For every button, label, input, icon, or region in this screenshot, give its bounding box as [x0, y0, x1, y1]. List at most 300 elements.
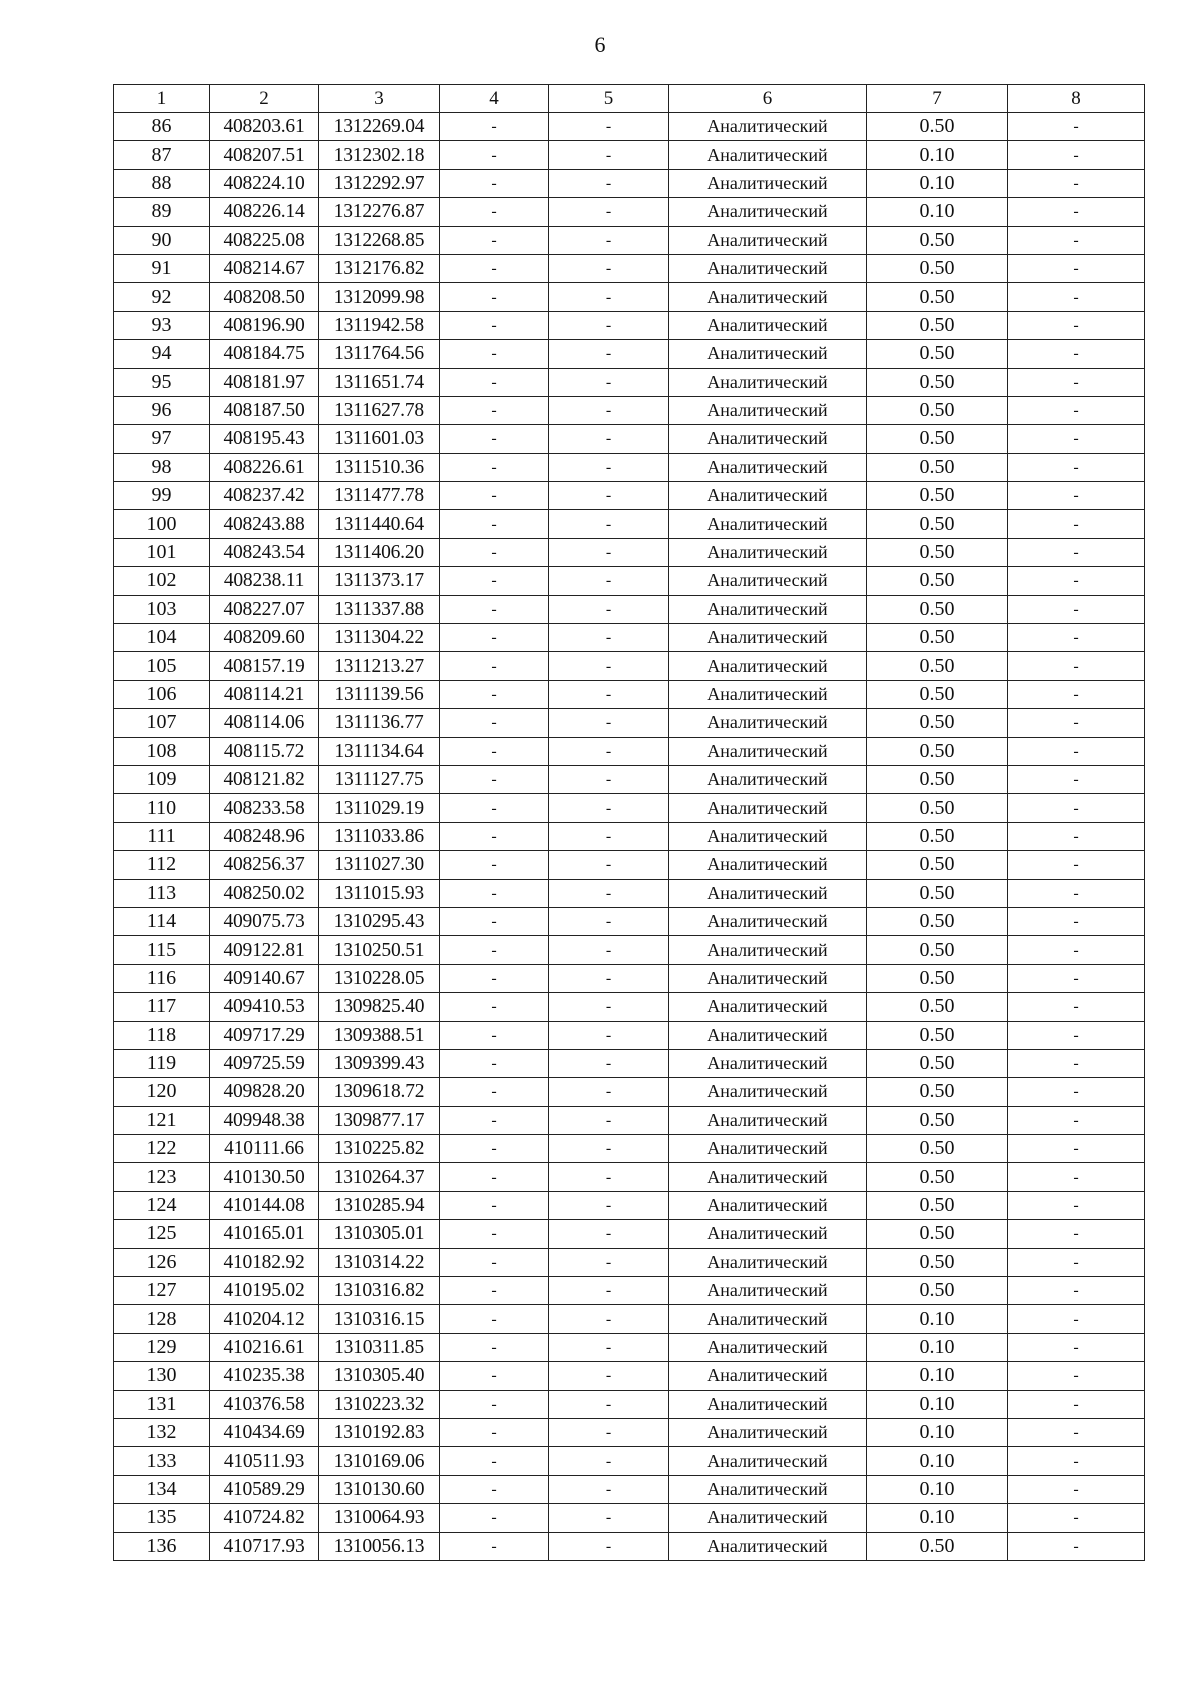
method-cell: Аналитический: [669, 567, 867, 595]
accuracy-cell: 0.50: [867, 652, 1008, 680]
y-coordinate-cell: 1309399.43: [319, 1049, 440, 1077]
column-8-cell: -: [1008, 453, 1145, 481]
method-cell: Аналитический: [669, 993, 867, 1021]
column-5-cell: -: [549, 538, 669, 566]
column-8-cell: -: [1008, 1504, 1145, 1532]
x-coordinate-cell: 408243.88: [210, 510, 319, 538]
x-coordinate-cell: 409725.59: [210, 1049, 319, 1077]
column-8-cell: -: [1008, 595, 1145, 623]
point-number-cell: 111: [114, 822, 210, 850]
table-row: [114, 226, 1145, 254]
point-number-cell: 95: [114, 368, 210, 396]
y-coordinate-cell: 1310225.82: [319, 1135, 440, 1163]
column-5-cell: -: [549, 737, 669, 765]
point-number-cell: 107: [114, 709, 210, 737]
x-coordinate-cell: 408114.21: [210, 680, 319, 708]
accuracy-cell: 0.50: [867, 1532, 1008, 1560]
table-row: [114, 1475, 1145, 1503]
column-5-cell: -: [549, 510, 669, 538]
y-coordinate-cell: 1311029.19: [319, 794, 440, 822]
column-8-cell: -: [1008, 1447, 1145, 1475]
method-cell: Аналитический: [669, 794, 867, 822]
column-4-cell: -: [440, 283, 549, 311]
method-cell: Аналитический: [669, 1362, 867, 1390]
column-4-cell: -: [440, 538, 549, 566]
column-8-cell: -: [1008, 765, 1145, 793]
accuracy-cell: 0.50: [867, 964, 1008, 992]
column-4-cell: -: [440, 1135, 549, 1163]
accuracy-cell: 0.10: [867, 1305, 1008, 1333]
table-row: [114, 198, 1145, 226]
y-coordinate-cell: 1311134.64: [319, 737, 440, 765]
table-row: [114, 1305, 1145, 1333]
y-coordinate-cell: 1310192.83: [319, 1418, 440, 1446]
method-cell: Аналитический: [669, 709, 867, 737]
y-coordinate-cell: 1310056.13: [319, 1532, 440, 1560]
column-4-cell: -: [440, 1390, 549, 1418]
column-4-cell: -: [440, 169, 549, 197]
column-4-cell: -: [440, 680, 549, 708]
x-coordinate-cell: 408224.10: [210, 169, 319, 197]
y-coordinate-cell: 1312292.97: [319, 169, 440, 197]
table-row: [114, 169, 1145, 197]
column-4-cell: -: [440, 198, 549, 226]
accuracy-cell: 0.50: [867, 907, 1008, 935]
accuracy-cell: 0.50: [867, 1277, 1008, 1305]
y-coordinate-cell: 1310285.94: [319, 1191, 440, 1219]
x-coordinate-cell: 408209.60: [210, 624, 319, 652]
y-coordinate-cell: 1311764.56: [319, 340, 440, 368]
column-8-cell: -: [1008, 340, 1145, 368]
column-5-cell: -: [549, 1049, 669, 1077]
accuracy-cell: 0.10: [867, 141, 1008, 169]
x-coordinate-cell: 408203.61: [210, 113, 319, 141]
column-4-cell: -: [440, 1021, 549, 1049]
y-coordinate-cell: 1311136.77: [319, 709, 440, 737]
method-cell: Аналитический: [669, 226, 867, 254]
point-number-cell: 134: [114, 1475, 210, 1503]
accuracy-cell: 0.50: [867, 1191, 1008, 1219]
point-number-cell: 119: [114, 1049, 210, 1077]
accuracy-cell: 0.50: [867, 396, 1008, 424]
x-coordinate-cell: 410204.12: [210, 1305, 319, 1333]
accuracy-cell: 0.10: [867, 169, 1008, 197]
method-cell: Аналитический: [669, 1475, 867, 1503]
y-coordinate-cell: 1311406.20: [319, 538, 440, 566]
method-cell: Аналитический: [669, 453, 867, 481]
y-coordinate-cell: 1311337.88: [319, 595, 440, 623]
method-cell: Аналитический: [669, 1220, 867, 1248]
point-number-cell: 106: [114, 680, 210, 708]
column-5-cell: -: [549, 595, 669, 623]
point-number-cell: 104: [114, 624, 210, 652]
point-number-cell: 122: [114, 1135, 210, 1163]
table-row: [114, 510, 1145, 538]
table-row: [114, 1049, 1145, 1077]
x-coordinate-cell: 410724.82: [210, 1504, 319, 1532]
column-5-cell: -: [549, 1532, 669, 1560]
x-coordinate-cell: 409075.73: [210, 907, 319, 935]
column-4-cell: -: [440, 1532, 549, 1560]
column-header-6: 6: [669, 85, 867, 113]
table-row: [114, 1532, 1145, 1560]
column-4-cell: -: [440, 1362, 549, 1390]
x-coordinate-cell: 408207.51: [210, 141, 319, 169]
column-5-cell: -: [549, 226, 669, 254]
point-number-cell: 110: [114, 794, 210, 822]
accuracy-cell: 0.50: [867, 567, 1008, 595]
method-cell: Аналитический: [669, 169, 867, 197]
table-row: [114, 794, 1145, 822]
point-number-cell: 131: [114, 1390, 210, 1418]
column-8-cell: -: [1008, 1220, 1145, 1248]
column-8-cell: -: [1008, 1418, 1145, 1446]
accuracy-cell: 0.50: [867, 482, 1008, 510]
accuracy-cell: 0.50: [867, 340, 1008, 368]
x-coordinate-cell: 409828.20: [210, 1078, 319, 1106]
column-5-cell: -: [549, 1418, 669, 1446]
method-cell: Аналитический: [669, 1532, 867, 1560]
y-coordinate-cell: 1311127.75: [319, 765, 440, 793]
column-5-cell: -: [549, 141, 669, 169]
column-5-cell: -: [549, 453, 669, 481]
column-5-cell: -: [549, 794, 669, 822]
table-row: [114, 964, 1145, 992]
x-coordinate-cell: 410165.01: [210, 1220, 319, 1248]
table-row: [114, 1504, 1145, 1532]
column-4-cell: -: [440, 453, 549, 481]
accuracy-cell: 0.50: [867, 765, 1008, 793]
x-coordinate-cell: 409948.38: [210, 1106, 319, 1134]
accuracy-cell: 0.50: [867, 453, 1008, 481]
column-5-cell: -: [549, 1447, 669, 1475]
point-number-cell: 89: [114, 198, 210, 226]
method-cell: Аналитический: [669, 964, 867, 992]
point-number-cell: 87: [114, 141, 210, 169]
y-coordinate-cell: 1310064.93: [319, 1504, 440, 1532]
method-cell: Аналитический: [669, 311, 867, 339]
table-row: [114, 482, 1145, 510]
column-4-cell: -: [440, 1248, 549, 1276]
accuracy-cell: 0.50: [867, 624, 1008, 652]
x-coordinate-cell: 408233.58: [210, 794, 319, 822]
column-5-cell: -: [549, 425, 669, 453]
accuracy-cell: 0.10: [867, 1418, 1008, 1446]
column-4-cell: -: [440, 396, 549, 424]
column-8-cell: -: [1008, 822, 1145, 850]
method-cell: Аналитический: [669, 1191, 867, 1219]
table-row: [114, 113, 1145, 141]
point-number-cell: 109: [114, 765, 210, 793]
point-number-cell: 136: [114, 1532, 210, 1560]
column-header-4: 4: [440, 85, 549, 113]
column-8-cell: -: [1008, 1191, 1145, 1219]
y-coordinate-cell: 1310305.01: [319, 1220, 440, 1248]
column-8-cell: -: [1008, 709, 1145, 737]
column-8-cell: -: [1008, 226, 1145, 254]
x-coordinate-cell: 408250.02: [210, 879, 319, 907]
column-8-cell: -: [1008, 680, 1145, 708]
method-cell: Аналитический: [669, 1248, 867, 1276]
column-8-cell: -: [1008, 538, 1145, 566]
table-row: [114, 680, 1145, 708]
column-5-cell: -: [549, 680, 669, 708]
coordinates-table: [113, 84, 1145, 1561]
point-number-cell: 108: [114, 737, 210, 765]
column-8-cell: -: [1008, 283, 1145, 311]
accuracy-cell: 0.50: [867, 851, 1008, 879]
y-coordinate-cell: 1312268.85: [319, 226, 440, 254]
column-8-cell: -: [1008, 368, 1145, 396]
point-number-cell: 130: [114, 1362, 210, 1390]
y-coordinate-cell: 1312099.98: [319, 283, 440, 311]
column-4-cell: -: [440, 340, 549, 368]
accuracy-cell: 0.50: [867, 737, 1008, 765]
x-coordinate-cell: 410589.29: [210, 1475, 319, 1503]
method-cell: Аналитический: [669, 1106, 867, 1134]
column-header-1: 1: [114, 85, 210, 113]
column-4-cell: -: [440, 1504, 549, 1532]
point-number-cell: 112: [114, 851, 210, 879]
column-4-cell: -: [440, 879, 549, 907]
column-header-8: 8: [1008, 85, 1145, 113]
column-4-cell: -: [440, 822, 549, 850]
table-row: [114, 737, 1145, 765]
y-coordinate-cell: 1311510.36: [319, 453, 440, 481]
x-coordinate-cell: 410511.93: [210, 1447, 319, 1475]
method-cell: Аналитический: [669, 113, 867, 141]
y-coordinate-cell: 1309877.17: [319, 1106, 440, 1134]
point-number-cell: 94: [114, 340, 210, 368]
point-number-cell: 135: [114, 1504, 210, 1532]
method-cell: Аналитический: [669, 396, 867, 424]
column-8-cell: -: [1008, 1475, 1145, 1503]
x-coordinate-cell: 408115.72: [210, 737, 319, 765]
point-number-cell: 99: [114, 482, 210, 510]
x-coordinate-cell: 408227.07: [210, 595, 319, 623]
table-row: [114, 879, 1145, 907]
point-number-cell: 102: [114, 567, 210, 595]
column-4-cell: -: [440, 964, 549, 992]
x-coordinate-cell: 408195.43: [210, 425, 319, 453]
point-number-cell: 129: [114, 1333, 210, 1361]
point-number-cell: 120: [114, 1078, 210, 1106]
method-cell: Аналитический: [669, 1390, 867, 1418]
column-5-cell: -: [549, 993, 669, 1021]
method-cell: Аналитический: [669, 1305, 867, 1333]
table-row: [114, 141, 1145, 169]
table-row: [114, 595, 1145, 623]
column-header-3: 3: [319, 85, 440, 113]
column-5-cell: -: [549, 254, 669, 282]
accuracy-cell: 0.10: [867, 1333, 1008, 1361]
table-header-row: [114, 85, 1145, 113]
method-cell: Аналитический: [669, 1135, 867, 1163]
column-8-cell: -: [1008, 1078, 1145, 1106]
column-8-cell: -: [1008, 141, 1145, 169]
accuracy-cell: 0.50: [867, 283, 1008, 311]
accuracy-cell: 0.50: [867, 1163, 1008, 1191]
x-coordinate-cell: 410195.02: [210, 1277, 319, 1305]
table-row: [114, 1333, 1145, 1361]
point-number-cell: 128: [114, 1305, 210, 1333]
method-cell: Аналитический: [669, 141, 867, 169]
x-coordinate-cell: 408226.14: [210, 198, 319, 226]
accuracy-cell: 0.50: [867, 1106, 1008, 1134]
method-cell: Аналитический: [669, 482, 867, 510]
point-number-cell: 98: [114, 453, 210, 481]
column-5-cell: -: [549, 1305, 669, 1333]
table-row: [114, 765, 1145, 793]
column-5-cell: -: [549, 765, 669, 793]
x-coordinate-cell: 408184.75: [210, 340, 319, 368]
column-4-cell: -: [440, 482, 549, 510]
y-coordinate-cell: 1310130.60: [319, 1475, 440, 1503]
point-number-cell: 125: [114, 1220, 210, 1248]
column-4-cell: -: [440, 652, 549, 680]
table-row: [114, 1106, 1145, 1134]
column-5-cell: -: [549, 652, 669, 680]
table-row: [114, 425, 1145, 453]
x-coordinate-cell: 410130.50: [210, 1163, 319, 1191]
column-5-cell: -: [549, 169, 669, 197]
table-row: [114, 538, 1145, 566]
table-row: [114, 851, 1145, 879]
column-5-cell: -: [549, 482, 669, 510]
method-cell: Аналитический: [669, 254, 867, 282]
method-cell: Аналитический: [669, 340, 867, 368]
column-8-cell: -: [1008, 879, 1145, 907]
y-coordinate-cell: 1310311.85: [319, 1333, 440, 1361]
method-cell: Аналитический: [669, 425, 867, 453]
method-cell: Аналитический: [669, 737, 867, 765]
point-number-cell: 105: [114, 652, 210, 680]
y-coordinate-cell: 1311015.93: [319, 879, 440, 907]
column-4-cell: -: [440, 311, 549, 339]
table-row: [114, 567, 1145, 595]
point-number-cell: 124: [114, 1191, 210, 1219]
method-cell: Аналитический: [669, 368, 867, 396]
column-8-cell: -: [1008, 936, 1145, 964]
column-5-cell: -: [549, 1504, 669, 1532]
x-coordinate-cell: 410376.58: [210, 1390, 319, 1418]
column-4-cell: -: [440, 141, 549, 169]
column-8-cell: -: [1008, 311, 1145, 339]
y-coordinate-cell: 1311440.64: [319, 510, 440, 538]
accuracy-cell: 0.50: [867, 510, 1008, 538]
x-coordinate-cell: 408237.42: [210, 482, 319, 510]
x-coordinate-cell: 408225.08: [210, 226, 319, 254]
column-4-cell: -: [440, 709, 549, 737]
table-row: [114, 311, 1145, 339]
method-cell: Аналитический: [669, 1277, 867, 1305]
accuracy-cell: 0.10: [867, 1447, 1008, 1475]
y-coordinate-cell: 1310314.22: [319, 1248, 440, 1276]
column-4-cell: -: [440, 1049, 549, 1077]
accuracy-cell: 0.50: [867, 368, 1008, 396]
column-4-cell: -: [440, 113, 549, 141]
y-coordinate-cell: 1310295.43: [319, 907, 440, 935]
method-cell: Аналитический: [669, 680, 867, 708]
x-coordinate-cell: 409717.29: [210, 1021, 319, 1049]
column-8-cell: -: [1008, 113, 1145, 141]
method-cell: Аналитический: [669, 936, 867, 964]
column-8-cell: -: [1008, 624, 1145, 652]
column-4-cell: -: [440, 1220, 549, 1248]
x-coordinate-cell: 410235.38: [210, 1362, 319, 1390]
table-row: [114, 652, 1145, 680]
column-header-2: 2: [210, 85, 319, 113]
column-8-cell: -: [1008, 396, 1145, 424]
accuracy-cell: 0.50: [867, 1049, 1008, 1077]
column-8-cell: -: [1008, 1135, 1145, 1163]
y-coordinate-cell: 1311373.17: [319, 567, 440, 595]
column-5-cell: -: [549, 1362, 669, 1390]
accuracy-cell: 0.50: [867, 1135, 1008, 1163]
accuracy-cell: 0.50: [867, 595, 1008, 623]
method-cell: Аналитический: [669, 624, 867, 652]
y-coordinate-cell: 1310228.05: [319, 964, 440, 992]
column-4-cell: -: [440, 595, 549, 623]
accuracy-cell: 0.50: [867, 1078, 1008, 1106]
x-coordinate-cell: 408214.67: [210, 254, 319, 282]
column-header-5: 5: [549, 85, 669, 113]
column-8-cell: -: [1008, 1106, 1145, 1134]
column-8-cell: -: [1008, 1248, 1145, 1276]
point-number-cell: 101: [114, 538, 210, 566]
table-row: [114, 396, 1145, 424]
column-5-cell: -: [549, 1106, 669, 1134]
method-cell: Аналитический: [669, 1021, 867, 1049]
y-coordinate-cell: 1312269.04: [319, 113, 440, 141]
x-coordinate-cell: 408226.61: [210, 453, 319, 481]
method-cell: Аналитический: [669, 538, 867, 566]
column-8-cell: -: [1008, 198, 1145, 226]
accuracy-cell: 0.50: [867, 993, 1008, 1021]
column-8-cell: -: [1008, 482, 1145, 510]
method-cell: Аналитический: [669, 1447, 867, 1475]
column-8-cell: -: [1008, 510, 1145, 538]
column-5-cell: -: [549, 113, 669, 141]
column-4-cell: -: [440, 794, 549, 822]
column-5-cell: -: [549, 198, 669, 226]
y-coordinate-cell: 1309388.51: [319, 1021, 440, 1049]
x-coordinate-cell: 408208.50: [210, 283, 319, 311]
point-number-cell: 97: [114, 425, 210, 453]
column-4-cell: -: [440, 254, 549, 282]
column-4-cell: -: [440, 1078, 549, 1106]
column-4-cell: -: [440, 1447, 549, 1475]
y-coordinate-cell: 1311942.58: [319, 311, 440, 339]
accuracy-cell: 0.50: [867, 425, 1008, 453]
column-8-cell: -: [1008, 169, 1145, 197]
point-number-cell: 90: [114, 226, 210, 254]
table-row: [114, 1447, 1145, 1475]
column-8-cell: -: [1008, 1305, 1145, 1333]
column-5-cell: -: [549, 624, 669, 652]
method-cell: Аналитический: [669, 822, 867, 850]
point-number-cell: 117: [114, 993, 210, 1021]
y-coordinate-cell: 1311304.22: [319, 624, 440, 652]
point-number-cell: 121: [114, 1106, 210, 1134]
table-row: [114, 1362, 1145, 1390]
x-coordinate-cell: 409122.81: [210, 936, 319, 964]
column-4-cell: -: [440, 510, 549, 538]
accuracy-cell: 0.50: [867, 311, 1008, 339]
y-coordinate-cell: 1310316.15: [319, 1305, 440, 1333]
x-coordinate-cell: 408121.82: [210, 765, 319, 793]
table-row: [114, 624, 1145, 652]
